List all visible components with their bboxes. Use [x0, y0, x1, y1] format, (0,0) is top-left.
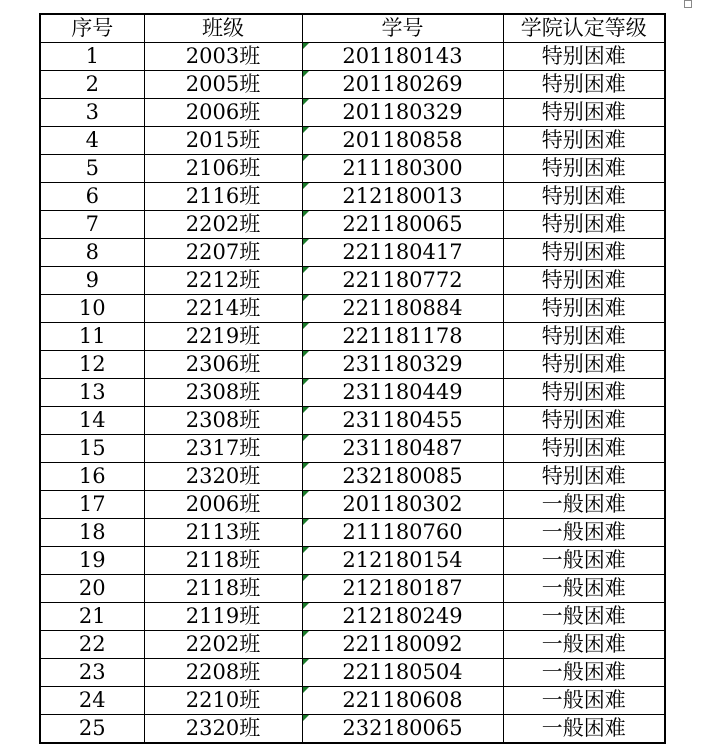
table-row [40, 715, 665, 744]
cell-student-id[interactable]: 201180269 [302, 71, 503, 99]
cell-seq[interactable]: 23 [40, 659, 144, 687]
table-row [40, 435, 665, 463]
cell-level[interactable]: 特别困难 [503, 211, 665, 239]
cell-level[interactable]: 特别困难 [503, 99, 665, 127]
cell-seq[interactable]: 12 [40, 351, 144, 379]
cell-student-id[interactable]: 221180504 [302, 659, 503, 687]
cell-level[interactable]: 一般困难 [503, 547, 665, 575]
cell-student-id[interactable]: 201180143 [302, 43, 503, 71]
cell-class[interactable]: 2308班 [144, 379, 302, 407]
cell-class[interactable]: 2005班 [144, 71, 302, 99]
table-body [40, 43, 665, 744]
cell-seq[interactable]: 7 [40, 211, 144, 239]
table-row [40, 687, 665, 715]
cell-seq[interactable]: 13 [40, 379, 144, 407]
table-row [40, 155, 665, 183]
cell-student-id[interactable]: 212180249 [302, 603, 503, 631]
cell-class[interactable]: 2006班 [144, 491, 302, 519]
cell-level[interactable]: 特别困难 [503, 155, 665, 183]
cell-class[interactable]: 2118班 [144, 547, 302, 575]
header-class: 班级 [144, 14, 302, 43]
cell-level[interactable]: 特别困难 [503, 463, 665, 491]
cell-student-id[interactable]: 231180455 [302, 407, 503, 435]
cell-student-id[interactable]: 232180065 [302, 715, 503, 744]
cell-seq[interactable]: 18 [40, 519, 144, 547]
cell-seq[interactable]: 4 [40, 127, 144, 155]
cell-seq[interactable]: 11 [40, 323, 144, 351]
cell-class[interactable]: 2214班 [144, 295, 302, 323]
cell-student-id[interactable]: 231180449 [302, 379, 503, 407]
cell-class[interactable]: 2116班 [144, 183, 302, 211]
student-table [39, 13, 666, 744]
cell-class[interactable]: 2106班 [144, 155, 302, 183]
cell-student-id[interactable]: 212180187 [302, 575, 503, 603]
table-row [40, 351, 665, 379]
cell-seq[interactable]: 6 [40, 183, 144, 211]
cell-seq[interactable]: 10 [40, 295, 144, 323]
cell-level[interactable]: 特别困难 [503, 127, 665, 155]
cell-class[interactable]: 2306班 [144, 351, 302, 379]
cell-class[interactable]: 2202班 [144, 211, 302, 239]
cell-level[interactable]: 一般困难 [503, 519, 665, 547]
table-row [40, 71, 665, 99]
cell-seq[interactable]: 19 [40, 547, 144, 575]
cell-seq[interactable]: 20 [40, 575, 144, 603]
cell-class[interactable]: 2113班 [144, 519, 302, 547]
table-row [40, 379, 665, 407]
cell-student-id[interactable]: 211180300 [302, 155, 503, 183]
cell-level[interactable]: 一般困难 [503, 575, 665, 603]
cell-class[interactable]: 2006班 [144, 99, 302, 127]
table-row [40, 183, 665, 211]
header-row [40, 14, 665, 43]
header-level: 学院认定等级 [503, 14, 665, 43]
cell-seq[interactable]: 14 [40, 407, 144, 435]
cell-student-id[interactable]: 212180154 [302, 547, 503, 575]
cell-level[interactable]: 一般困难 [503, 491, 665, 519]
cell-level[interactable]: 特别困难 [503, 407, 665, 435]
table-row [40, 519, 665, 547]
cell-class[interactable]: 2212班 [144, 267, 302, 295]
cell-student-id[interactable]: 221180065 [302, 211, 503, 239]
cell-seq[interactable]: 25 [40, 715, 144, 744]
cell-class[interactable]: 2202班 [144, 631, 302, 659]
cell-class[interactable]: 2015班 [144, 127, 302, 155]
cell-student-id[interactable]: 221180417 [302, 239, 503, 267]
cell-level[interactable]: 特别困难 [503, 183, 665, 211]
cell-student-id[interactable]: 232180085 [302, 463, 503, 491]
cell-seq[interactable]: 3 [40, 99, 144, 127]
cell-class[interactable]: 2317班 [144, 435, 302, 463]
cell-student-id[interactable]: 231180487 [302, 435, 503, 463]
cell-level[interactable]: 一般困难 [503, 715, 665, 744]
cell-class[interactable]: 2210班 [144, 687, 302, 715]
cell-level[interactable]: 特别困难 [503, 71, 665, 99]
cell-seq[interactable]: 21 [40, 603, 144, 631]
cell-seq[interactable]: 22 [40, 631, 144, 659]
cell-class[interactable]: 2320班 [144, 715, 302, 744]
cell-student-id[interactable]: 201180302 [302, 491, 503, 519]
cell-level[interactable]: 一般困难 [503, 687, 665, 715]
cell-seq[interactable]: 17 [40, 491, 144, 519]
table-row [40, 127, 665, 155]
cell-student-id[interactable]: 212180013 [302, 183, 503, 211]
cell-level[interactable]: 特别困难 [503, 43, 665, 71]
cell-student-id[interactable]: 231180329 [302, 351, 503, 379]
table-row [40, 323, 665, 351]
cell-class[interactable]: 2119班 [144, 603, 302, 631]
header-seq: 序号 [40, 14, 144, 43]
table-row [40, 239, 665, 267]
cell-level[interactable]: 特别困难 [503, 295, 665, 323]
cell-class[interactable]: 2118班 [144, 575, 302, 603]
table-row [40, 211, 665, 239]
anchor-handle-icon[interactable] [684, 0, 692, 8]
cell-student-id[interactable]: 201180858 [302, 127, 503, 155]
cell-student-id[interactable]: 211180760 [302, 519, 503, 547]
cell-level[interactable]: 特别困难 [503, 351, 665, 379]
table-row [40, 295, 665, 323]
cell-level[interactable]: 特别困难 [503, 323, 665, 351]
cell-seq[interactable]: 15 [40, 435, 144, 463]
cell-seq[interactable]: 16 [40, 463, 144, 491]
cell-level[interactable]: 一般困难 [503, 603, 665, 631]
cell-class[interactable]: 2208班 [144, 659, 302, 687]
table-row [40, 463, 665, 491]
cell-class[interactable]: 2207班 [144, 239, 302, 267]
cell-student-id[interactable]: 201180329 [302, 99, 503, 127]
cell-seq[interactable]: 24 [40, 687, 144, 715]
table-row [40, 547, 665, 575]
cell-student-id[interactable]: 221181178 [302, 323, 503, 351]
cell-level[interactable]: 一般困难 [503, 631, 665, 659]
cell-level[interactable]: 特别困难 [503, 435, 665, 463]
cell-seq[interactable]: 8 [40, 239, 144, 267]
cell-seq[interactable]: 5 [40, 155, 144, 183]
student-table-container [39, 13, 666, 744]
table-row [40, 659, 665, 687]
table-row [40, 267, 665, 295]
cell-seq[interactable]: 2 [40, 71, 144, 99]
header-student-id: 学号 [302, 14, 503, 43]
table-row [40, 603, 665, 631]
table-row [40, 491, 665, 519]
cell-class[interactable]: 2219班 [144, 323, 302, 351]
cell-level[interactable]: 一般困难 [503, 659, 665, 687]
table-row [40, 43, 665, 71]
cell-level[interactable]: 特别困难 [503, 267, 665, 295]
cell-level[interactable]: 特别困难 [503, 379, 665, 407]
table-row [40, 575, 665, 603]
cell-class[interactable]: 2308班 [144, 407, 302, 435]
cell-student-id[interactable]: 221180884 [302, 295, 503, 323]
cell-seq[interactable]: 1 [40, 43, 144, 71]
cell-student-id[interactable]: 221180772 [302, 267, 503, 295]
cell-student-id[interactable]: 221180608 [302, 687, 503, 715]
cell-student-id[interactable]: 221180092 [302, 631, 503, 659]
cell-class[interactable]: 2003班 [144, 43, 302, 71]
table-row [40, 407, 665, 435]
cell-level[interactable]: 特别困难 [503, 239, 665, 267]
cell-class[interactable]: 2320班 [144, 463, 302, 491]
table-row [40, 631, 665, 659]
table-row [40, 99, 665, 127]
cell-seq[interactable]: 9 [40, 267, 144, 295]
